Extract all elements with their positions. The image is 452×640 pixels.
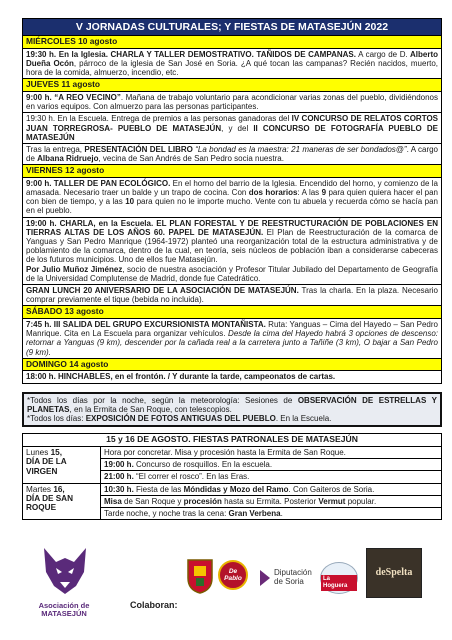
day-header-saturday: SÁBADO 13 agosto	[22, 306, 442, 319]
program-sheet	[22, 18, 442, 520]
sponsor-diputacion: Diputación de Soria	[274, 568, 312, 587]
monday-mass: Hora por concretar. Misa y procesión hasta la Ermita de San Roque.	[101, 447, 441, 459]
patron-festivities-table	[22, 433, 442, 520]
monday-label: Lunes 15, DÍA DE LA VIRGEN	[23, 447, 101, 483]
footer-sponsors	[0, 538, 452, 638]
day-header-thursday: JUEVES 11 agosto	[22, 79, 442, 92]
event-bread-workshop: 9:00 h. TALLER DE PAN ECOLÓGICO. En el horno del barrio de la Iglesia. Encendido del horno, y comienzo de la amasada. Necesario traer un balde y un trapo de cocina. Con dos horarios: A las 9 para quien quiera hacer el pan con bien de tiempo, y a las 10 para quien no le importe mucho. Vente con tu abuela y recuerda cómo se hacía pan en el pueblo.	[22, 178, 442, 218]
page-title: V JORNADAS CULTURALES; Y FIESTAS DE MATASEJÚN 2022	[22, 18, 442, 36]
day-header-friday: VIERNES 12 agosto	[22, 165, 442, 178]
day-header-wednesday: MIÉRCOLES 10 agosto	[22, 36, 442, 49]
sponsors-label: Colaboran:	[130, 600, 178, 610]
event-awards: 19:30 h. En la Escuela. Entrega de premios a las personas ganadoras del IV CONCURSO DE RELATOS CORTOS JUAN TORREGROSA- PUEBLO DE MATASEJÚN, y del II CONCURSO DE FOTOGRAFÍA PUEBLO DE MATASEJÚN	[22, 113, 442, 144]
day-header-sunday: DOMINGO 14 agosto	[22, 359, 442, 372]
fox-logo-icon	[30, 542, 100, 600]
association-name: Asociación de MATASEJÚN	[38, 601, 90, 619]
event-anniversary-lunch: GRAN LUNCH 20 ANIVERSARIO DE LA ASOCIACIÓN DE MATASEJÚN. Tras la charla. En la plaza. Necesario comprar previamente el tique (bebida no incluida).	[22, 285, 442, 306]
sponsor-la-hoguera: La Hoguera	[320, 562, 358, 594]
tuesday-verbena: Tarde noche, y noche tras la cena: Gran Verbena.	[104, 508, 283, 518]
event-book-presentation: Tras la entrega, PRESENTACIÓN DEL LIBRO “La bondad es la maestra: 21 maneras de ser bondados@”. A cargo de Albana Ridruejo, vecina de San Andrés de San Pedro socia nuestra.	[22, 144, 442, 165]
sponsor-despelta: deSpelta	[366, 548, 422, 598]
municipal-shield-icon	[186, 558, 214, 594]
diputacion-mark-icon	[258, 568, 272, 588]
tuesday-mondidas: 10:30 h. Fiesta de las Móndidas y Mozo del Ramo. Con Gaiteros de Soria.	[101, 484, 441, 496]
tuesday-mass: Misa de San Roque y procesión hasta su Ermita. Posterior Vermut popular.	[101, 496, 441, 508]
festivities-monday	[23, 447, 441, 484]
festivities-tuesday	[23, 484, 441, 520]
daily-activities-note: *Todos los días por la noche, según la meteorología: Sesiones de OBSERVACIÓN DE ESTRELLAS Y PLANETAS, en la Ermita de San Roque, con telescopios. *Todos los días: EXPOSICIÓN DE FOTOS ANTIGUAS DEL PUEBLO. En la Escuela.	[22, 392, 442, 428]
festivities-title: 15 y 16 DE AGOSTO. FIESTAS PATRONALES DE MATASEJÚN	[23, 434, 441, 447]
event-inflatables: 18:00 h. HINCHABLES, en el frontón. / Y durante la tarde, campeonatos de cartas.	[22, 371, 442, 383]
event-volunteer-work: 9:00 h. “A REO VECINO”. Mañana de trabajo voluntario para acondicionar varias zonas del pueblo, dividiéndonos en varios equipos. Con almuerzo para las personas participantes.	[22, 92, 442, 113]
monday-rosquillos: 19:00 h. Concurso de rosquillos. En la escuela.	[101, 459, 441, 471]
event-forest-plan-talk: 19:00 h. CHARLA, en la Escuela. EL PLAN FORESTAL Y DE REESTRUCTURACIÓN DE POBLACIONES EN TIERRAS ALTAS DE LOS AÑOS 60. PAPEL DE MATASEJÚN. El Plan de Reestructuración de la comarca de Yanguas y San Pedro Manrique (1964-1972) planteó una reorganización total de la estructura administrativa y de poblamiento de la comarca, dentro de la cual, en teoría, seis núcleos de población iban a considerarse cabeceras de los futuros municipios. Uno de ellos fue Matasejún. Por Julio Muñoz Jiménez, socio de nuestra asociación y Profesor Titular Jubilado del Departamento de Geografía de la Universidad Complutense de Madrid, donde fue Catedrático.	[22, 218, 442, 285]
event-bells-talk: 19:30 h. En la Iglesia. CHARLA Y TALLER DEMOSTRATIVO. TAÑIDOS DE CAMPANAS. A cargo de D. Alberto Dueña Ocón, párroco de la iglesia de San José en Soria. ¿A qué tocan las campanas? Recién nacidos, muerto, hora de la comida, almuerzo, incendio, etc.	[22, 49, 442, 80]
tuesday-label: Martes 16, DÍA DE SAN ROQUE	[23, 484, 101, 520]
sponsor-de-pablo: De Pablo	[218, 560, 248, 590]
event-hiking: 7:45 h. III SALIDA DEL GRUPO EXCURSIONISTA MONTAÑISTA. Ruta: Yanguas – Cima del Hayedo – San Pedro Manrique. Cita en La Escuela para organizar vehículos. Desde la cima del Hayedo habrá 3 opciones de descenso: retornar a Yanguas (9 km), descender por la cañada real a la carretera junto a Tañiñe (3 km), O bajar a San Pedro (9 km).	[22, 319, 442, 359]
monday-rosco: 21:00 h. “El correr el rosco”. En las Eras.	[104, 472, 250, 482]
